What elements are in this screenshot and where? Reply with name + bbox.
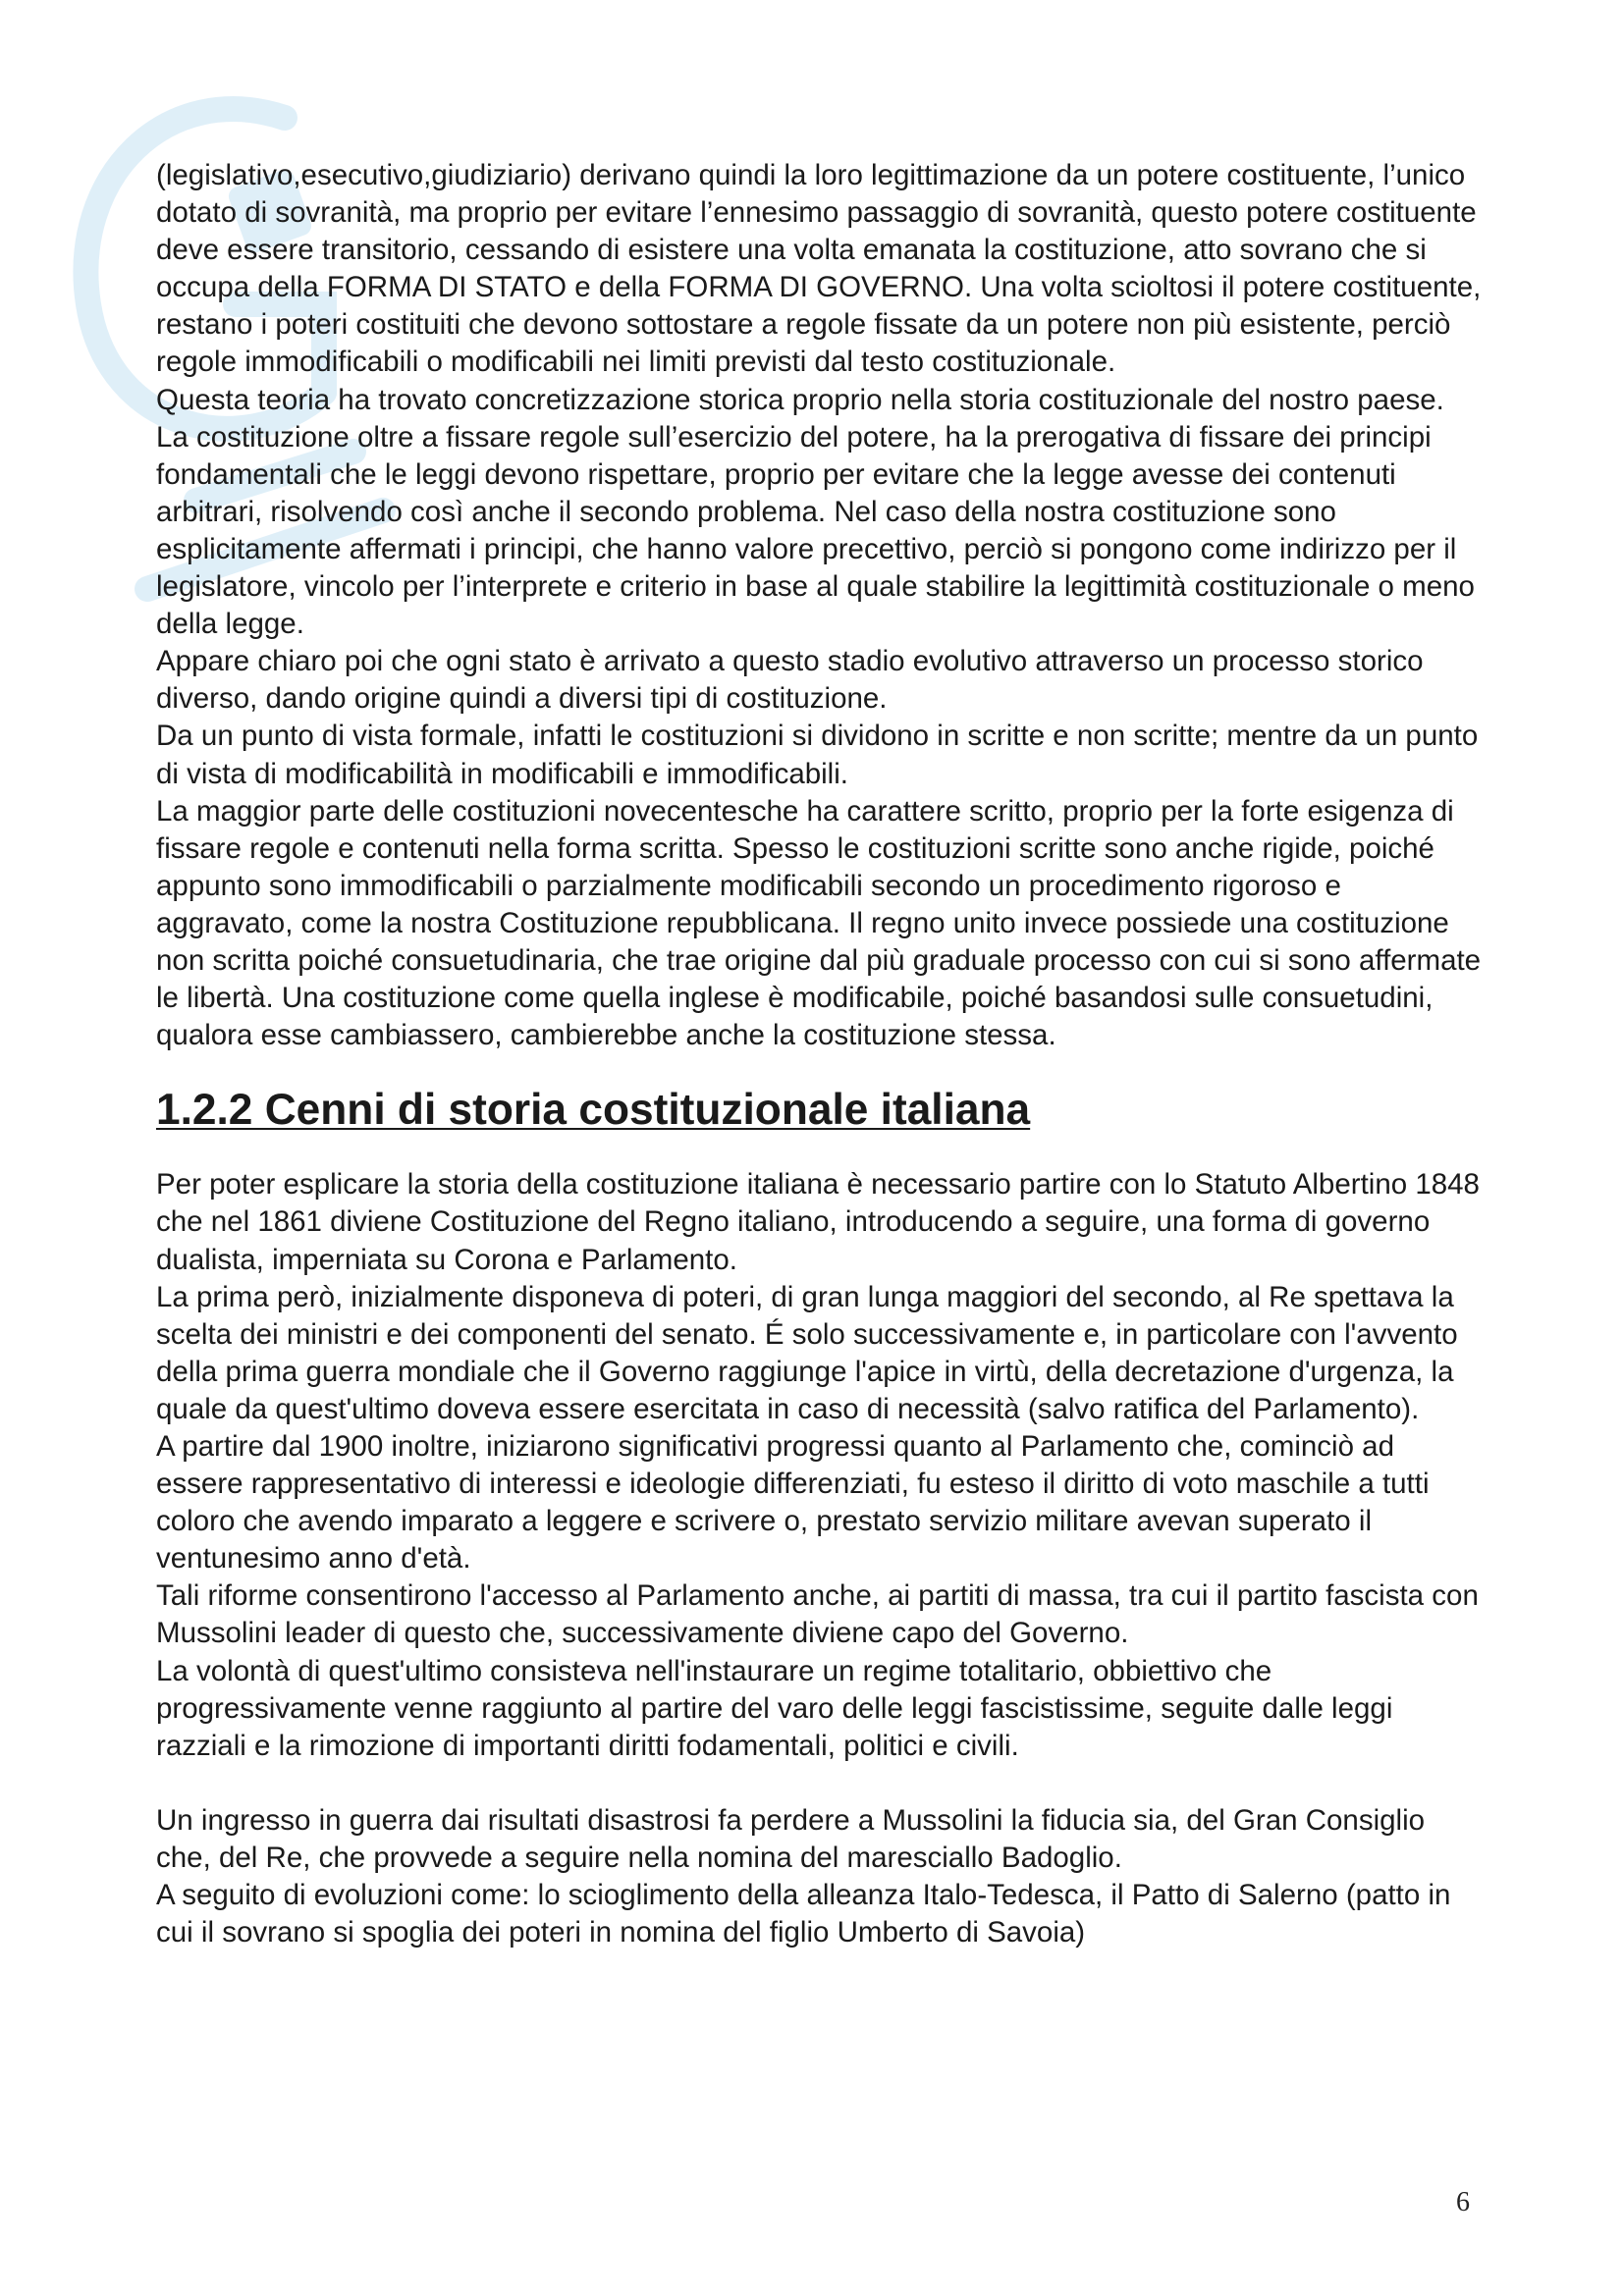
paragraph: Questa teoria ha trovato concretizzazione storica proprio nella storia costituzionale del nostro paese. — [156, 383, 1444, 416]
paragraph: Un ingresso in guerra dai risultati disastrosi fa perdere a Mussolini la fiducia sia, del Gran Consiglio che, del Re, che provvede a seguire nella nomina del maresciallo Badoglio. — [156, 1803, 1426, 1874]
document-body — [156, 157, 1482, 1951]
paragraph: La volontà di quest'ultimo consisteva nell'instaurare un regime totalitario, obbiettivo che progressivamente venne raggiunto al partire del varo delle leggi fascistissime, seguite dalle leggi razziali e la rimozione di importanti diritti fodamentali, politici e civili. — [156, 1654, 1393, 1762]
paragraph: Da un punto di vista formale, infatti le costituzioni si dividono in scritte e non scritte; mentre da un punto di vista di modificabilità in modificabili e immodificabili. — [156, 720, 1479, 790]
paragraph: A seguito di evoluzioni come: lo scioglimento della alleanza Italo-Tedesca, il Patto di Salerno (patto in cui il sovrano si spoglia dei poteri in nomina del figlio Umberto di Savoia) — [156, 1879, 1451, 1949]
paragraph: A partire dal 1900 inoltre, iniziarono significativi progressi quanto al Parlamento che, cominciò ad essere rappresentativo di interessi e ideologie differenziati, fu esteso il diritto di voto maschile a tutti coloro che avendo imparato a leggere e scrivere o, prestato servizio militare avevan superato il ventunesimo anno d'età. — [156, 1430, 1430, 1575]
section-heading: 1.2.2 Cenni di storia costituzionale italiana — [156, 1086, 1031, 1135]
spacer — [156, 1129, 1482, 1166]
paragraph: (legislativo,esecutivo,giudiziario) derivano quindi la loro legittimazione da un potere costituente, l’unico dotato di sovranità, ma proprio per evitare l’ennesimo passaggio di sovranità, questo potere costituente deve essere transitorio, cessando di esistere una volta emanata la costituzione, atto sovrano che si occupa della FORMA DI STATO e della FORMA DI GOVERNO. Una volta scioltosi il potere costituente, restano i poteri costituiti che devono sottostare a regole fissate da un potere non più esistente, perciò regole immodificabili o modificabili nei limiti previsti dal testo costituzionale. — [156, 159, 1482, 379]
paragraph: La prima però, inizialmente disponeva di poteri, di gran lunga maggiori del secondo, al Re spettava la scelta dei ministri e dei componenti del senato. É solo successivamente e, in particolare con l'avvento della prima guerra mondiale che il Governo raggiunge l'apice in virtù, della decretazione d'urgenza, la quale da quest'ultimo doveva essere esercitata in caso di necessità (salvo ratifica del Parlamento). — [156, 1280, 1458, 1425]
spacer — [156, 1765, 1482, 1802]
paragraph: Per poter esplicare la storia della costituzione italiana è necessario partire con lo Statuto Albertino 1848 che nel 1861 diviene Costituzione del Regno italiano, introducendo a seguire, una forma di governo dualista, imperniata su Corona e Parlamento. — [156, 1168, 1480, 1276]
paragraph: La maggior parte delle costituzioni novecentesche ha carattere scritto, proprio per la forte esigenza di fissare regole e contenuti nella forma scritta. Spesso le costituzioni scritte sono anche rigide, poiché appunto sono immodificabili o parzialmente modificabili secondo un procedimento rigoroso e aggravato, come la nostra Costituzione repubblicana. Il regno unito invece possiede una costituzione non scritta poiché consuetudinaria, che trae origine dal più graduale processo con cui si sono affermate le libertà. Una costituzione come quella inglese è modificabile, poiché basandosi sulle consuetudini, qualora esse cambiassero, cambierebbe anche la costituzione stessa. — [156, 794, 1482, 1052]
paragraph: Tali riforme consentirono l'accesso al Parlamento anche, ai partiti di massa, tra cui il partito fascista con Mussolini leader di questo che, successivamente diviene capo del Governo. — [156, 1579, 1479, 1650]
paragraph: Appare chiaro poi che ogni stato è arrivato a questo stadio evolutivo attraverso un processo storico diverso, dando origine quindi a diversi tipi di costituzione. — [156, 645, 1424, 716]
page-number: 6 — [1456, 2187, 1470, 2217]
paragraph: La costituzione oltre a fissare regole sull’esercizio del potere, ha la prerogativa di fissare dei principi fondamentali che le leggi devono rispettare, proprio per evitare che la legge avesse dei contenuti arbitrari, risolvendo così anche il secondo problema. Nel caso della nostra costituzione sono esplicitamente affermati i principi, che hanno valore precettivo, perciò si pongono come indirizzo per il legislatore, vincolo per l’interprete e criterio in base al quale stabilire la legittimità costituzionale o meno della legge. — [156, 420, 1475, 641]
